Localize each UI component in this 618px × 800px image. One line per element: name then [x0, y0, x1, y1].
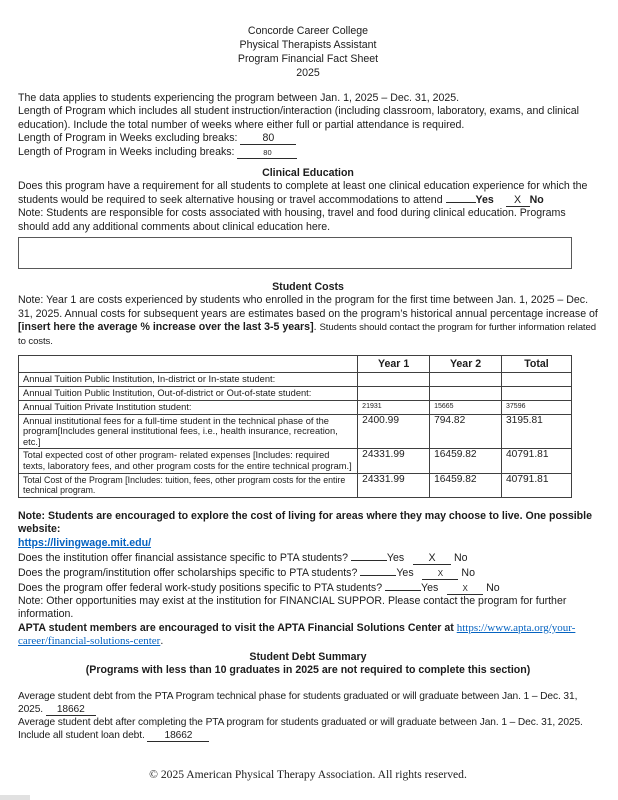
program-length-description: Length of Program which includes all student instruction/interaction (including classroom, laboratory, exams, and clinical education). Include the total number of weeks where either full or partial attendance is required. [18, 105, 579, 131]
cell-total [502, 373, 572, 387]
student-costs-table [18, 355, 572, 498]
cell-year2: 16459.82 [430, 473, 502, 497]
debt-line-1-field [46, 704, 96, 716]
apta-text: APTA student members are encouraged to visit the APTA Financial Solutions Center at [18, 621, 457, 634]
question-text: Does the program/institution offer scholarships specific to PTA students? [18, 566, 358, 579]
weeks-excluding-value: 80 [262, 132, 275, 145]
table-row [19, 414, 572, 449]
debt-line-2 [18, 716, 598, 742]
row-label: Total expected cost of other program- related expenses [Includes: required texts, laboratory fees, and other program costs for the entire technical program.] [19, 449, 358, 473]
debt-line-1-text: Average student debt from the PTA Program technical phase for students graduated or will graduate between Jan. 1 – Dec. 31, 2025. [18, 690, 578, 715]
table-row [19, 449, 572, 473]
cell-total: 40791.81 [502, 449, 572, 473]
cell-total: 3195.81 [502, 414, 572, 449]
table-corner-cell [19, 356, 358, 373]
weeks-excluding-line [18, 132, 598, 145]
question-text: Does the program offer federal work-study positions specific to PTA students? [18, 581, 383, 594]
column-header-year1: Year 1 [358, 356, 430, 373]
weeks-including-field [237, 147, 297, 159]
student-costs-heading: Student Costs [272, 281, 344, 294]
yes-field [385, 590, 421, 591]
clinical-comments-box [18, 237, 572, 269]
debt-line-2-text: Average student debt after completing the PTA program for students graduated or will graduate between Jan. 1 – Dec. 31, 2025. Include all student loan debt. [18, 716, 583, 742]
next-page-edge-artifact [0, 795, 30, 800]
no-label: No [454, 551, 468, 564]
cell-total: 40791.81 [502, 473, 572, 497]
row-label: Annual Tuition Public Institution, In-district or In-state student: [19, 373, 358, 387]
cell-year1: 24331.99 [358, 473, 430, 497]
cell-year1: 24331.99 [358, 449, 430, 473]
clinical-education-heading: Clinical Education [262, 167, 354, 180]
table-row [19, 473, 572, 497]
yes-field [351, 560, 387, 561]
debt-line-2-field [147, 730, 209, 742]
debt-line-2-value: 18662 [164, 730, 193, 742]
no-mark: X [462, 583, 468, 593]
financial-support-note: Note: Other opportunities may exist at the institution for FINANCIAL SUPPOR. Please contact the program for further information. [18, 595, 567, 621]
cell-year1: 2400.99 [358, 414, 430, 449]
clinical-question-line [18, 180, 598, 207]
table-row [19, 373, 572, 387]
cost-of-living-note [18, 510, 598, 550]
row-label: Total Cost of the Program [Includes: tuition, fees, other program costs for the entire technical program. [19, 473, 358, 497]
cell-total [502, 387, 572, 401]
cell-year2 [430, 373, 502, 387]
apta-period: . [160, 635, 164, 648]
costs-note-dot: . [313, 321, 320, 334]
financial-question-line [18, 567, 598, 580]
apta-link[interactable]: https://www.apta.org/your-career/financial-solutions-center [18, 621, 576, 648]
debt-line-1-value: 18662 [56, 703, 85, 715]
row-label: Annual institutional fees for a full-time student in the technical phase of the program[Includes general institutional fees, i.e., health insurance, recreation, etc.] [19, 414, 358, 449]
yes-label: Yes [396, 566, 414, 579]
cell-year2: 15665 [430, 401, 502, 415]
column-header-year2: Year 2 [430, 356, 502, 373]
costs-note-text: Note: Year 1 are costs experienced by students who enrolled in the program for the first time between Jan. 1, 2025 – Dec. 31, 2025. Annual costs for subsequent years are estimates based on the program’s historical annual percentage increase of [18, 294, 598, 320]
clinical-no-mark: X [514, 193, 522, 206]
no-field [422, 568, 458, 580]
yes-label: Yes [386, 551, 405, 564]
financial-question-line [18, 582, 598, 595]
no-field [447, 583, 483, 595]
costs-note-insert-placeholder: [insert here the average % increase over the last 3-5 years] [18, 321, 314, 334]
table-row [19, 401, 572, 415]
apta-line [18, 622, 598, 649]
weeks-including-label: Length of Program in Weeks including breaks: [18, 145, 235, 158]
clinical-no-label: No [529, 193, 544, 206]
clinical-question-text: Does this program have a requirement for all students to complete at least one clinical education experience for which the students would be required to seek alternative housing or travel accommodations to attend [18, 180, 588, 206]
cost-of-living-note-text: Note: Students are encouraged to explore the cost of living for areas where they may choose to live. One possible website: [18, 509, 592, 536]
debt-summary-heading: Student Debt Summary [249, 650, 367, 663]
clinical-yes-field [446, 202, 476, 203]
weeks-excluding-label: Length of Program in Weeks excluding breaks: [18, 132, 238, 145]
no-field [413, 553, 451, 565]
weeks-including-line [18, 146, 598, 159]
livingwage-link[interactable]: https://livingwage.mit.edu/ [18, 536, 152, 549]
no-label: No [486, 581, 500, 594]
debt-line-1 [18, 690, 598, 716]
cell-year2: 794.82 [430, 414, 502, 449]
costs-note-tail: Students should contact the program for further information related to costs. [18, 322, 596, 347]
row-label: Annual Tuition Private Institution student: [19, 401, 358, 415]
yes-label: Yes [421, 581, 439, 594]
cell-total: 37596 [502, 401, 572, 415]
cell-year1 [358, 387, 430, 401]
clinical-yes-label: Yes [475, 193, 494, 206]
financial-question-line [18, 552, 598, 565]
institution-name: Concorde Career College [247, 25, 369, 37]
no-mark: X [437, 568, 444, 578]
clinical-note-text: Note: Students are responsible for costs associated with housing, travel and food during clinical education. Programs should add any additional comments about clinical education here. [18, 207, 566, 233]
no-label: No [461, 566, 475, 579]
student-costs-note [18, 294, 598, 348]
question-text: Does the institution offer financial assistance specific to PTA students? [18, 551, 348, 564]
cell-year1 [358, 373, 430, 387]
column-header-total: Total [502, 356, 572, 373]
cell-year2 [430, 387, 502, 401]
cell-year1: 21931 [358, 401, 430, 415]
program-name: Physical Therapists Assistant [239, 39, 377, 51]
table-header-row [19, 356, 572, 373]
data-applies-text: The data applies to students experiencing the program between Jan. 1, 2025 – Dec. 31, 2025. [18, 92, 460, 104]
document-title-block [18, 24, 598, 80]
table-row [19, 387, 572, 401]
no-mark: X [428, 551, 436, 564]
document-title: Program Financial Fact Sheet [237, 53, 379, 65]
clinical-no-field [506, 195, 530, 207]
cell-year2: 16459.82 [430, 449, 502, 473]
yes-field [360, 575, 396, 576]
document-year: 2025 [296, 67, 320, 79]
row-label: Annual Tuition Public Institution, Out-of-district or Out-of-state student: [19, 387, 358, 401]
weeks-including-value: 80 [263, 147, 272, 157]
weeks-excluding-field [240, 133, 296, 145]
copyright-notice: © 2025 American Physical Therapy Association. All rights reserved. [149, 768, 467, 782]
debt-summary-subheading: (Programs with less than 10 graduates in 2025 are not required to complete this section) [85, 664, 531, 677]
